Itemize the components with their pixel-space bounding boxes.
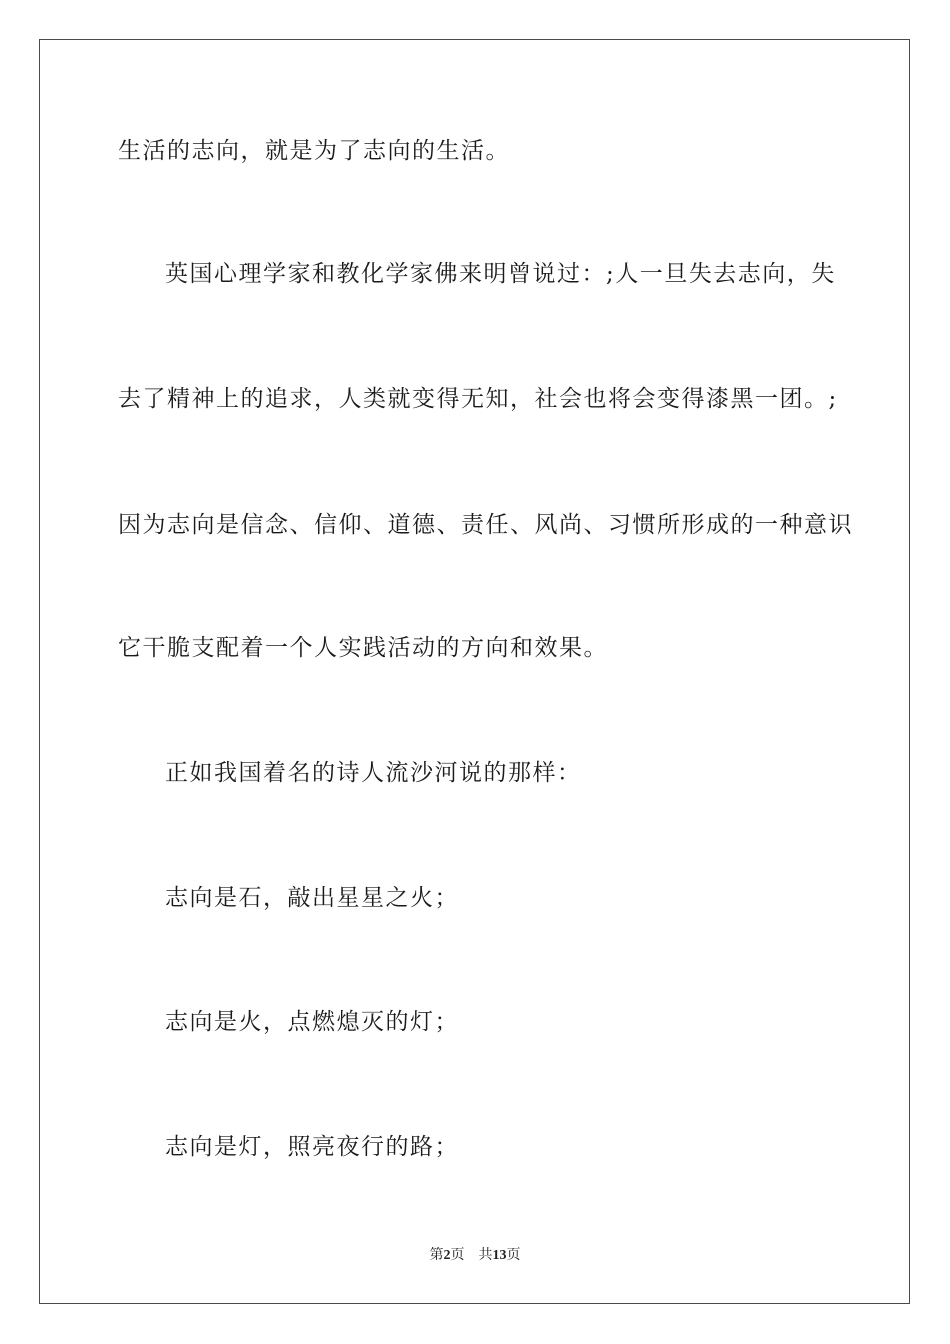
footer-total-prefix: 共: [478, 1248, 493, 1263]
text-line-3: 去了精神上的追求，人类就变得无知，社会也将会变得漆黑一团。;: [118, 386, 838, 412]
page-footer: [0, 1247, 950, 1265]
footer-total-suffix: 页: [506, 1248, 521, 1263]
text-line-4: 因为志向是信念、信仰、道德、责任、风尚、习惯所形成的一种意识: [118, 512, 853, 538]
text-line-9: 志向是灯，照亮夜行的路；: [165, 1134, 459, 1160]
footer-page-prefix: 第: [429, 1248, 444, 1263]
page-frame: [39, 39, 910, 1304]
text-line-7: 志向是石，敲出星星之火；: [165, 885, 459, 911]
footer-current-page: 2: [443, 1248, 451, 1263]
text-line-2: 英国心理学家和教化学家佛来明曾说过：;人一旦失去志向，失: [165, 261, 836, 287]
text-line-1: 生活的志向，就是为了志向的生活。: [118, 138, 510, 164]
footer-page-suffix: 页: [450, 1248, 465, 1263]
footer-total-pages: 13: [492, 1248, 507, 1263]
text-line-5: 它干脆支配着一个人实践活动的方向和效果。: [118, 635, 608, 661]
text-line-6: 正如我国着名的诗人流沙河说的那样：: [165, 760, 582, 786]
text-line-8: 志向是火，点燃熄灭的灯；: [165, 1009, 459, 1035]
